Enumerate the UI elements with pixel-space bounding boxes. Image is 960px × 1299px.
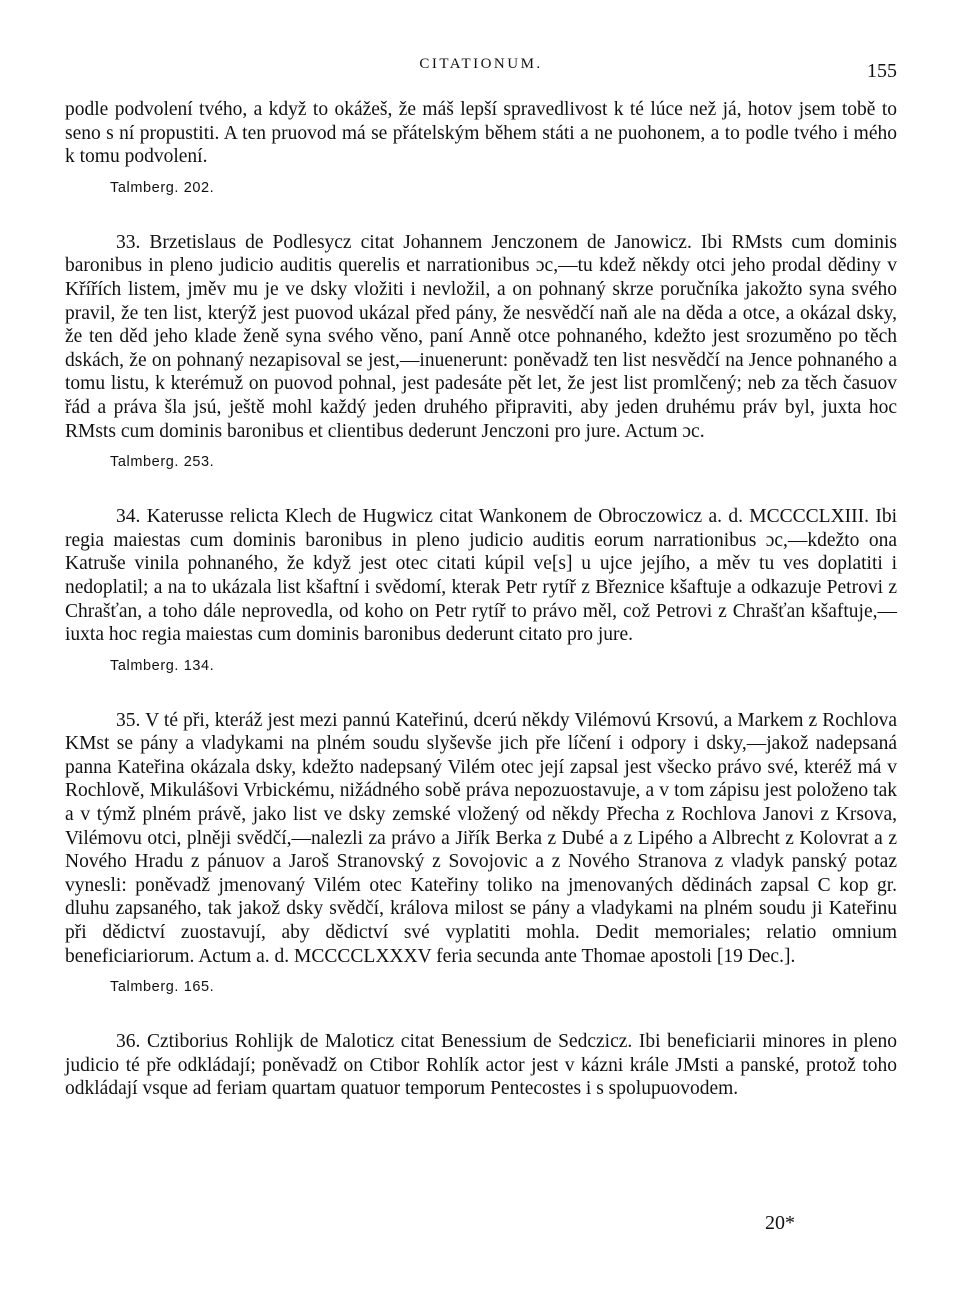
- entry-34: 34. Katerusse relicta Klech de Hugwicz citat Wankonem de Obroczowicz a. d. MCCCCLXIII. Ibi regia maiestas cum dominis baronibus in pleno judicio auditis eorum narrationibus ɔc,—kdežto ona Katruše vinila pohnaného, že když jest otec citati kúpil ve[s] u ujce jejího, a měv tu ves doplatiti i nedoplatil; a na to ukázala list kšaftní i svědomí, kterak Petr rytíř z Březnice kšaftuje a odkazuje Petrovi z Chrašťan, a toho dále neprovedla, od koho on Petr rytíř to právo měl, což Petrovi z Chrašťan kšaftuje,—iuxta hoc regia maiestas cum dominis baronibus dederunt citato pro jure.: [65, 506, 897, 646]
- source-reference: Talmberg. 253.: [110, 454, 215, 471]
- source-reference: Talmberg. 165.: [110, 979, 215, 996]
- page-number: 155: [867, 60, 897, 82]
- entry-35: 35. V té při, kteráž jest mezi pannú Kateřinú, dcerú někdy Vilémovú Krsovú, a Markem z Rochlova KMst se pány a vladykami na plném soudu slyševše jich pře líčení i odpory i dsky,—jakož nadepsaná panna Kateřina okázala dsky, kdežto nadepsaný Vilém otec její zapsal jest všecko právo své, kteréž má v Rochlově, Mikulášovi Vrbickému, nižádného sobě práva nepozuostavuje, a v tom zápisu jest položeno tak a v týmž plném právě, jako list ve dsky zemské vložený od někdy Přecha z Rochlova Janovi z Krsova, Vilémovu otci, plněji svědčí,—nalezli za právo a Jiřík Berka z Dubé a z Lipého a Albrecht z Kolovrat a z Nového Hradu z pánuov a Jaroš Stranovský z Sovojovic a z Nového Stranova z vladyk panský potaz vynesli: poněvadž jmenovaný Vilém otec Kateřiny toliko na jmenovaných dědinách zapsal C kop gr. dluhu zapsaného, tak jakož dsky svědčí, králova milost se pány a vladykami na plném soudu ji Kateřinu při dědictví zuostavují, aby dědictví své vyplatiti mohla. Dedit memoriales; relatio omnium beneficiariorum. Actum a. d. MCCCCLXXXV feria secunda ante Thomae apostoli [19 Dec.].: [65, 709, 897, 967]
- body-text: [65, 98, 897, 1101]
- paragraph-continuation: podle podvolení tvého, a když to okážeš, že máš lepší spravedlivost k té lúce než já, hotov jsem tobě to seno s ní propustiti. A ten pruovod má se přátelským během státi a ne puohonem, a to podle tvého i mého k tomu podvolení.: [65, 99, 897, 168]
- running-head: [65, 56, 897, 82]
- entry-36: 36. Cztiborius Rohlijk de Maloticz citat Benessium de Sedczicz. Ibi beneficiarii minores in pleno judicio té pře odkládají; poněvadž on Ctibor Rohlík actor jest v kázni krále JMsti a panské, protož toho odkládají vsque ad feriam quartam quatuor temporum Pentecostes i s spolupuovodem.: [65, 1031, 897, 1100]
- signature-mark: 20*: [765, 1212, 795, 1234]
- source-reference: Talmberg. 134.: [110, 657, 215, 674]
- entry-33: 33. Brzetislaus de Podlesycz citat Johannem Jenczonem de Janowicz. Ibi RMsts cum dominis baronibus in pleno judicio auditis querelis et narrationibus ɔc,—tu kdež někdy otci jeho prodal dědiny v Křířích listem, jměv mu je ve dsky vložiti i nevložil, a on pohnaný skrze poručníka jakožto syna svého pravil, že ten list, kterýž jest puovod ukázal před pány, že nesvědčí naň ale na děda a otce, a okázal dsky, že ten děd jeho klade ženě syna svého věno, paní Anně otce pohnaného, kdežto jest srozuměno po těch dskách, že on pohnaný nezapisoval se jest,—inuenerunt: poněvadž ten list nesvědčí na Jence pohnaného a tomu listu, k kterémuž on puovod pohnal, jest padesáte pět let, že jest list promlčený; neb za těch časuov řád a práva šla jsú, ještě mohl každý jeden druhého připraviti, aby jeden druhému práv byl, juxta hoc RMsts cum dominis baronibus et clientibus dederunt Jenczoni pro jure. Actum ɔc.: [65, 231, 897, 442]
- source-reference: Talmberg. 202.: [110, 179, 215, 196]
- running-title: CITATIONUM.: [419, 56, 543, 72]
